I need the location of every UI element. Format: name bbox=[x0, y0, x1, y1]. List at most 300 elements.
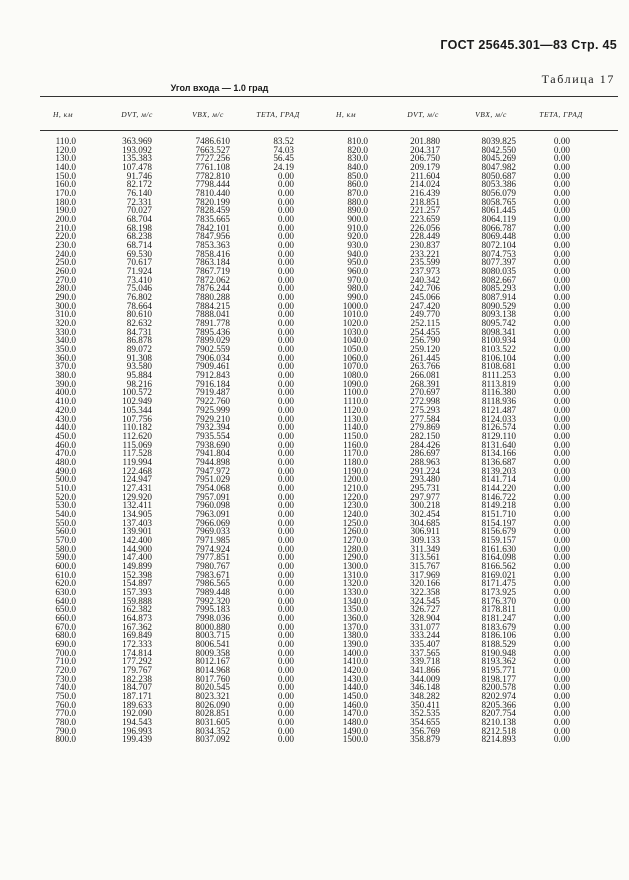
table-cell: 196.993 bbox=[122, 725, 152, 736]
table-cell: 7727.256 bbox=[195, 153, 230, 164]
table-cell: 193.092 bbox=[122, 144, 152, 155]
table-cell: 102.949 bbox=[122, 396, 152, 407]
table-cell: 105.344 bbox=[122, 404, 152, 415]
table-cell: 7888.041 bbox=[195, 309, 230, 320]
table-cell: 220.0 bbox=[55, 231, 76, 242]
table-cell: 990.0 bbox=[347, 292, 368, 303]
table-cell: 0.00 bbox=[277, 248, 294, 259]
table-cell: 0.00 bbox=[553, 534, 570, 545]
table-cell: 7947.972 bbox=[195, 465, 230, 476]
table-cell: 339.718 bbox=[410, 656, 440, 667]
table-cell: 8195.771 bbox=[481, 664, 516, 675]
table-cell: 740.0 bbox=[55, 682, 76, 693]
table-cell: 230.837 bbox=[410, 240, 440, 251]
table-cell: 0.00 bbox=[277, 274, 294, 285]
table-label: Таблица 17 bbox=[541, 72, 615, 86]
table-cell: 76.140 bbox=[126, 188, 152, 199]
table-cell: 200.0 bbox=[55, 214, 76, 225]
table-cell: 0.00 bbox=[553, 578, 570, 589]
table-cell: 68.704 bbox=[126, 214, 152, 225]
table-cell: 0.00 bbox=[277, 283, 294, 294]
table-cell: 70.027 bbox=[126, 205, 152, 216]
table-cell: 890.0 bbox=[347, 205, 368, 216]
table-cell: 0.00 bbox=[277, 543, 294, 554]
table-cell: 0.00 bbox=[277, 508, 294, 519]
table-cell: 0.00 bbox=[553, 717, 570, 728]
table-cell: 250.0 bbox=[55, 257, 76, 268]
table-cell: 0.00 bbox=[277, 517, 294, 528]
table-cell: 7863.184 bbox=[195, 257, 230, 268]
table-cell: 167.362 bbox=[122, 621, 152, 632]
table-cell: 1320.0 bbox=[342, 578, 368, 589]
table-cell: 480.0 bbox=[55, 456, 76, 467]
table-cell: 7954.068 bbox=[195, 482, 230, 493]
table-cell: 177.292 bbox=[122, 656, 152, 667]
table-cell: 7798.444 bbox=[195, 179, 230, 190]
table-cell: 8166.562 bbox=[481, 560, 516, 571]
table-cell: 140.0 bbox=[55, 162, 76, 173]
table-cell: 0.00 bbox=[553, 725, 570, 736]
table-cell: 8061.445 bbox=[481, 205, 516, 216]
table-cell: 8064.119 bbox=[481, 214, 516, 225]
table-cell: 710.0 bbox=[55, 656, 76, 667]
table-cell: 0.00 bbox=[553, 560, 570, 571]
table-cell: 112.620 bbox=[122, 430, 152, 441]
table-cell: 7922.760 bbox=[195, 396, 230, 407]
table-cell: 8023.321 bbox=[195, 691, 230, 701]
table-cell: 1380.0 bbox=[342, 630, 368, 641]
table-cell: 0.00 bbox=[553, 552, 570, 563]
table-cell: 1270.0 bbox=[342, 534, 368, 545]
table-cell: 380.0 bbox=[55, 370, 76, 381]
table-cell: 237.973 bbox=[410, 266, 440, 277]
table-cell: 70.617 bbox=[126, 257, 152, 268]
table-cell: 272.998 bbox=[410, 396, 440, 407]
table-cell: 7810.440 bbox=[195, 188, 230, 199]
table-cell: 306.911 bbox=[410, 526, 440, 537]
column-h-left bbox=[44, 137, 76, 744]
table-cell: 335.407 bbox=[410, 638, 440, 649]
column-teta-right bbox=[548, 137, 570, 744]
table-cell: 7966.069 bbox=[195, 517, 230, 528]
table-cell: 0.00 bbox=[277, 430, 294, 441]
table-cell: 0.00 bbox=[277, 387, 294, 398]
table-cell: 331.077 bbox=[410, 621, 440, 632]
table-cell: 259.120 bbox=[410, 344, 440, 355]
table-cell: 1420.0 bbox=[342, 664, 368, 675]
table-cell: 0.00 bbox=[277, 595, 294, 606]
table-cell: 0.00 bbox=[277, 691, 294, 701]
table-cell: 221.257 bbox=[410, 205, 440, 216]
table-cell: 620.0 bbox=[55, 578, 76, 589]
table-cell: 0.00 bbox=[277, 222, 294, 233]
table-cell: 8039.825 bbox=[481, 136, 516, 146]
table-cell: 279.869 bbox=[410, 422, 440, 433]
table-cell: 650.0 bbox=[55, 604, 76, 615]
table-cell: 275.293 bbox=[410, 404, 440, 415]
column-vbx-left bbox=[178, 137, 230, 744]
table-cell: 182.238 bbox=[122, 673, 152, 684]
table-cell: 930.0 bbox=[347, 240, 368, 251]
table-cell: 8207.754 bbox=[481, 708, 516, 719]
table-cell: 268.391 bbox=[410, 378, 440, 389]
table-cell: 56.45 bbox=[273, 153, 294, 164]
table-cell: 8188.529 bbox=[481, 638, 516, 649]
table-cell: 0.00 bbox=[277, 266, 294, 277]
table-cell: 8139.203 bbox=[481, 465, 516, 476]
table-cell: 261.445 bbox=[410, 352, 440, 363]
table-cell: 304.685 bbox=[410, 517, 440, 528]
table-cell: 293.480 bbox=[410, 474, 440, 485]
table-cell: 8080.035 bbox=[481, 266, 516, 277]
table-cell: 0.00 bbox=[553, 240, 570, 251]
table-cell: 1460.0 bbox=[342, 699, 368, 710]
table-cell: 0.00 bbox=[277, 630, 294, 641]
table-cell: 7895.436 bbox=[195, 326, 230, 337]
table-cell: 8095.742 bbox=[481, 318, 516, 329]
table-cell: 8181.247 bbox=[481, 612, 516, 623]
table-cell: 0.00 bbox=[553, 162, 570, 173]
table-cell: 204.317 bbox=[410, 144, 440, 155]
table-cell: 174.814 bbox=[122, 647, 152, 658]
table-cell: 450.0 bbox=[55, 430, 76, 441]
table-cell: 0.00 bbox=[277, 647, 294, 658]
table-cell: 8045.269 bbox=[481, 153, 516, 164]
table-cell: 0.00 bbox=[553, 586, 570, 597]
table-cell: 0.00 bbox=[553, 682, 570, 693]
table-cell: 1010.0 bbox=[342, 309, 368, 320]
table-cell: 7820.199 bbox=[195, 196, 230, 207]
table-cell: 83.52 bbox=[273, 136, 294, 146]
table-cell: 356.769 bbox=[410, 725, 440, 736]
table-cell: 286.697 bbox=[410, 448, 440, 459]
table-cell: 8173.925 bbox=[481, 586, 516, 597]
table-cell: 8156.679 bbox=[481, 526, 516, 537]
table-cell: 7935.554 bbox=[195, 430, 230, 441]
table-cell: 0.00 bbox=[553, 526, 570, 537]
table-cell: 0.00 bbox=[277, 240, 294, 251]
table-cell: 8006.541 bbox=[195, 638, 230, 649]
table-cell: 0.00 bbox=[553, 422, 570, 433]
table-cell: 142.400 bbox=[122, 534, 152, 545]
table-cell: 1110.0 bbox=[343, 396, 368, 407]
table-cell: 263.766 bbox=[410, 361, 440, 372]
table-cell: 0.00 bbox=[553, 664, 570, 675]
table-cell: 0.00 bbox=[277, 500, 294, 511]
table-cell: 0.00 bbox=[553, 456, 570, 467]
table-cell: 333.244 bbox=[410, 630, 440, 641]
table-cell: 0.00 bbox=[553, 292, 570, 303]
table-cell: 270.0 bbox=[55, 274, 76, 285]
table-cell: 1040.0 bbox=[342, 335, 368, 346]
table-cell: 189.633 bbox=[122, 699, 152, 710]
table-cell: 209.179 bbox=[410, 162, 440, 173]
table-cell: 0.00 bbox=[277, 179, 294, 190]
table-cell: 0.00 bbox=[553, 352, 570, 363]
table-cell: 8082.667 bbox=[481, 274, 516, 285]
table-cell: 0.00 bbox=[277, 621, 294, 632]
table-cell: 0.00 bbox=[553, 647, 570, 658]
table-cell: 78.664 bbox=[126, 300, 152, 311]
table-cell: 1250.0 bbox=[342, 517, 368, 528]
table-cell: 7932.394 bbox=[195, 422, 230, 433]
table-cell: 71.924 bbox=[126, 266, 152, 277]
table-cell: 295.731 bbox=[410, 482, 440, 493]
table-cell: 0.00 bbox=[553, 370, 570, 381]
table-cell: 7977.851 bbox=[195, 552, 230, 563]
table-cell: 0.00 bbox=[277, 404, 294, 415]
table-cell: 0.00 bbox=[277, 292, 294, 303]
table-cell: 1240.0 bbox=[342, 508, 368, 519]
table-cell: 172.333 bbox=[122, 638, 152, 649]
table-cell: 910.0 bbox=[347, 222, 368, 233]
table-cell: 0.00 bbox=[277, 257, 294, 268]
table-cell: 790.0 bbox=[55, 725, 76, 736]
table-cell: 580.0 bbox=[55, 543, 76, 554]
table-cell: 8009.358 bbox=[195, 647, 230, 658]
table-cell: 1470.0 bbox=[342, 708, 368, 719]
table-cell: 830.0 bbox=[347, 153, 368, 164]
table-cell: 0.00 bbox=[553, 144, 570, 155]
table-cell: 0.00 bbox=[277, 300, 294, 311]
table-cell: 7853.363 bbox=[195, 240, 230, 251]
table-cell: 0.00 bbox=[553, 361, 570, 372]
table-cell: 8131.640 bbox=[481, 439, 516, 450]
table-cell: 8171.475 bbox=[481, 578, 516, 589]
table-cell: 120.0 bbox=[55, 144, 76, 155]
table-cell: 277.584 bbox=[410, 413, 440, 424]
column-dvt-left bbox=[104, 137, 152, 744]
table-cell: 252.115 bbox=[410, 318, 440, 329]
table-cell: 7880.288 bbox=[195, 292, 230, 303]
table-subtitle bbox=[0, 83, 629, 93]
table-cell: 530.0 bbox=[55, 500, 76, 511]
table-cell: 218.851 bbox=[410, 196, 440, 207]
table-cell: 179.767 bbox=[122, 664, 152, 675]
table-cell: 610.0 bbox=[55, 569, 76, 580]
table-cell: 7761.108 bbox=[195, 162, 230, 173]
table-top-rule bbox=[40, 96, 618, 97]
table-cell: 8134.166 bbox=[481, 448, 516, 459]
table-cell: 8113.819 bbox=[481, 378, 516, 389]
table-cell: 235.599 bbox=[410, 257, 440, 268]
table-cell: 7986.565 bbox=[195, 578, 230, 589]
table-cell: 160.0 bbox=[55, 179, 76, 190]
column-header-dvt-right: DVT, м/с bbox=[407, 110, 439, 119]
table-cell: 1080.0 bbox=[342, 370, 368, 381]
table-cell: 350.0 bbox=[55, 344, 76, 355]
table-cell: 8212.518 bbox=[481, 725, 516, 736]
table-cell: 640.0 bbox=[55, 595, 76, 606]
table-cell: 8031.605 bbox=[195, 717, 230, 728]
table-cell: 152.398 bbox=[122, 569, 152, 580]
table-cell: 490.0 bbox=[55, 465, 76, 476]
table-cell: 144.900 bbox=[122, 543, 152, 554]
table-cell: 510.0 bbox=[55, 482, 76, 493]
table-cell: 322.358 bbox=[410, 586, 440, 597]
table-cell: 247.420 bbox=[410, 300, 440, 311]
table-cell: 0.00 bbox=[277, 378, 294, 389]
table-cell: 0.00 bbox=[277, 578, 294, 589]
table-cell: 73.410 bbox=[126, 274, 152, 285]
table-cell: 162.382 bbox=[122, 604, 152, 615]
table-cell: 0.00 bbox=[553, 517, 570, 528]
table-cell: 8017.760 bbox=[195, 673, 230, 684]
table-cell: 590.0 bbox=[55, 552, 76, 563]
table-cell: 190.0 bbox=[55, 205, 76, 216]
table-cell: 0.00 bbox=[553, 413, 570, 424]
table-cell: 0.00 bbox=[277, 413, 294, 424]
table-cell: 1070.0 bbox=[342, 361, 368, 372]
table-cell: 630.0 bbox=[55, 586, 76, 597]
table-cell: 0.00 bbox=[553, 274, 570, 285]
table-cell: 8074.753 bbox=[481, 248, 516, 259]
table-cell: 8154.197 bbox=[481, 517, 516, 528]
table-cell: 0.00 bbox=[277, 344, 294, 355]
table-cell: 7486.610 bbox=[195, 136, 230, 146]
table-cell: 0.00 bbox=[553, 231, 570, 242]
table-cell: 1400.0 bbox=[342, 647, 368, 658]
table-cell: 8037.092 bbox=[195, 734, 230, 745]
table-cell: 0.00 bbox=[553, 196, 570, 207]
table-cell: 8085.293 bbox=[481, 283, 516, 294]
table-cell: 7858.416 bbox=[195, 248, 230, 259]
table-cell: 0.00 bbox=[553, 500, 570, 511]
table-cell: 8214.893 bbox=[481, 734, 516, 745]
table-cell: 8050.687 bbox=[481, 170, 516, 181]
table-cell: 122.468 bbox=[122, 465, 152, 476]
table-cell: 254.455 bbox=[410, 326, 440, 337]
table-cell: 0.00 bbox=[277, 448, 294, 459]
table-cell: 8141.714 bbox=[481, 474, 516, 485]
table-cell: 7912.843 bbox=[195, 370, 230, 381]
table-cell: 192.090 bbox=[122, 708, 152, 719]
table-cell: 346.148 bbox=[410, 682, 440, 693]
table-cell: 74.03 bbox=[273, 144, 294, 155]
table-cell: 0.00 bbox=[277, 638, 294, 649]
table-cell: 8028.851 bbox=[195, 708, 230, 719]
table-cell: 550.0 bbox=[55, 517, 76, 528]
table-cell: 7925.999 bbox=[195, 404, 230, 415]
table-cell: 8053.386 bbox=[481, 179, 516, 190]
table-cell: 132.411 bbox=[122, 500, 152, 511]
table-cell: 115.069 bbox=[122, 439, 152, 450]
table-cell: 7847.956 bbox=[195, 231, 230, 242]
table-cell: 810.0 bbox=[347, 136, 368, 146]
table-cell: 360.0 bbox=[55, 352, 76, 363]
table-cell: 8121.487 bbox=[481, 404, 516, 415]
table-cell: 7906.034 bbox=[195, 352, 230, 363]
table-cell: 315.767 bbox=[410, 560, 440, 571]
table-cell: 107.756 bbox=[122, 413, 152, 424]
table-cell: 344.009 bbox=[410, 673, 440, 684]
table-cell: 1300.0 bbox=[342, 560, 368, 571]
table-cell: 8072.104 bbox=[481, 240, 516, 251]
table-cell: 8111.253 bbox=[482, 370, 516, 381]
table-cell: 311.349 bbox=[410, 543, 440, 554]
table-cell: 8020.545 bbox=[195, 682, 230, 693]
table-cell: 124.947 bbox=[122, 474, 152, 485]
table-cell: 8176.370 bbox=[481, 595, 516, 606]
table-cell: 7971.985 bbox=[195, 534, 230, 545]
table-cell: 350.411 bbox=[410, 699, 440, 710]
table-cell: 760.0 bbox=[55, 699, 76, 710]
table-cell: 1050.0 bbox=[342, 344, 368, 355]
table-cell: 8093.138 bbox=[481, 309, 516, 320]
table-cell: 76.802 bbox=[126, 292, 152, 303]
table-cell: 328.904 bbox=[410, 612, 440, 623]
table-cell: 282.150 bbox=[410, 430, 440, 441]
table-cell: 1180.0 bbox=[343, 456, 368, 467]
table-cell: 1220.0 bbox=[342, 491, 368, 502]
table-cell: 157.393 bbox=[122, 586, 152, 597]
table-cell: 0.00 bbox=[553, 170, 570, 181]
table-cell: 0.00 bbox=[553, 136, 570, 146]
table-cell: 0.00 bbox=[277, 456, 294, 467]
column-header-vbx-right: VBX, м/с bbox=[475, 110, 507, 119]
table-cell: 700.0 bbox=[55, 647, 76, 658]
table-cell: 7992.320 bbox=[195, 595, 230, 606]
table-cell: 1440.0 bbox=[342, 682, 368, 693]
table-cell: 0.00 bbox=[553, 474, 570, 485]
table-cell: 82.172 bbox=[126, 179, 152, 190]
table-cell: 313.561 bbox=[410, 552, 440, 563]
table-cell: 1260.0 bbox=[342, 526, 368, 537]
table-cell: 0.00 bbox=[277, 335, 294, 346]
table-cell: 0.00 bbox=[553, 266, 570, 277]
table-cell: 280.0 bbox=[55, 283, 76, 294]
table-cell: 309.133 bbox=[410, 534, 440, 545]
table-cell: 302.454 bbox=[410, 508, 440, 519]
table-cell: 0.00 bbox=[553, 430, 570, 441]
table-cell: 800.0 bbox=[55, 734, 76, 745]
table-cell: 8164.098 bbox=[481, 552, 516, 563]
table-cell: 0.00 bbox=[277, 396, 294, 407]
table-cell: 840.0 bbox=[347, 162, 368, 173]
table-cell: 7919.487 bbox=[195, 387, 230, 398]
table-cell: 0.00 bbox=[553, 691, 570, 701]
table-cell: 8090.529 bbox=[481, 300, 516, 311]
table-cell: 460.0 bbox=[55, 439, 76, 450]
table-cell: 127.431 bbox=[122, 482, 152, 493]
table-cell: 284.426 bbox=[410, 439, 440, 450]
table-cell: 8205.366 bbox=[481, 699, 516, 710]
table-cell: 8103.522 bbox=[481, 344, 516, 355]
table-cell: 0.00 bbox=[553, 335, 570, 346]
table-cell: 226.056 bbox=[410, 222, 440, 233]
table-cell: 245.066 bbox=[410, 292, 440, 303]
column-teta-left bbox=[258, 137, 294, 744]
table-cell: 1370.0 bbox=[342, 621, 368, 632]
table-cell: 0.00 bbox=[553, 508, 570, 519]
table-cell: 69.530 bbox=[126, 248, 152, 259]
column-header-h-right: H, км bbox=[336, 110, 356, 119]
table-cell: 0.00 bbox=[277, 482, 294, 493]
table-cell: 8108.681 bbox=[481, 361, 516, 372]
table-cell: 7891.778 bbox=[195, 318, 230, 329]
table-cell: 1430.0 bbox=[342, 673, 368, 684]
table-cell: 0.00 bbox=[553, 699, 570, 710]
table-cell: 270.697 bbox=[410, 387, 440, 398]
table-cell: 117.528 bbox=[122, 448, 152, 459]
table-cell: 8077.397 bbox=[481, 257, 516, 268]
table-cell: 1160.0 bbox=[343, 439, 368, 450]
table-cell: 0.00 bbox=[553, 448, 570, 459]
table-cell: 7960.098 bbox=[195, 500, 230, 511]
table-cell: 223.659 bbox=[410, 214, 440, 225]
table-cell: 0.00 bbox=[553, 491, 570, 502]
table-cell: 0.00 bbox=[277, 664, 294, 675]
